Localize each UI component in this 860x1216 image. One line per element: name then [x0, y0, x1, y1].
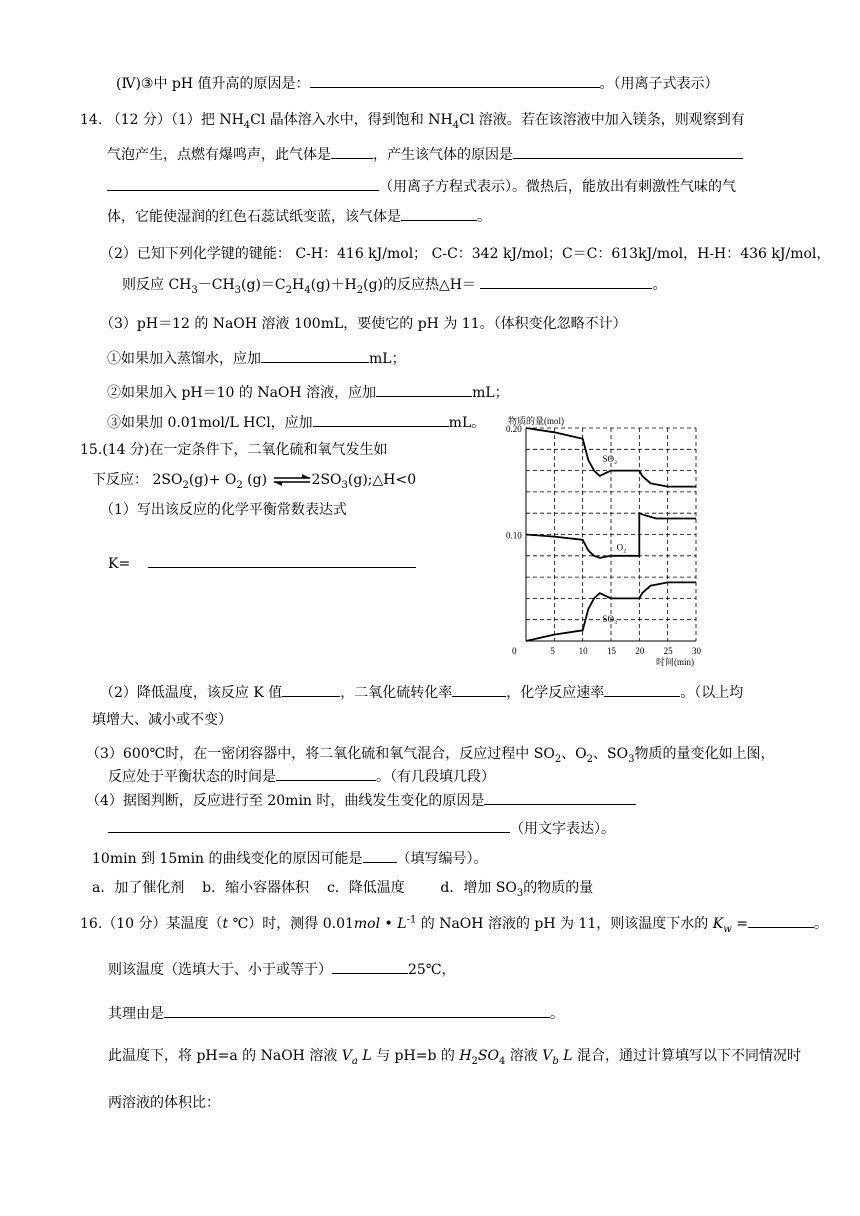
answer-blank[interactable]	[276, 766, 376, 781]
text-line: ②如果加入 pH＝10 的 NaOH 溶液，应加 mL；	[107, 382, 509, 403]
answer-blank[interactable]	[604, 682, 680, 697]
reaction-equation: 下反应： $2SO_2(g)+ O_2$ (g) $2SO_3(g);\triangle H<0$	[92, 472, 417, 491]
series-label: SO₃	[602, 613, 618, 624]
series-label: SO₂	[602, 454, 618, 465]
answer-blank[interactable]	[484, 790, 636, 805]
text-line: 反应处于平衡状态的时间是 。（有几段填几段）	[108, 766, 495, 787]
text-line: 则该温度（选填大于、小于或等于） 25℃，	[108, 959, 455, 980]
answer-blank[interactable]	[310, 73, 600, 88]
text-line: （3）600℃时，在一密闭容器中，将二氧化硫和氧气混合，反应过程中 $SO_2$、$O_2$、$SO_3$物质的量变化如上图，	[86, 746, 775, 765]
text-line: (Ⅳ)③中 pH 值升高的原因是： 。（用离子式表示）	[116, 73, 719, 94]
amount-vs-time-chart	[504, 412, 710, 670]
question-16: 16.（10 分）某温度（t ℃）时，测得 0.01mol • $L^{-1}$ 的 NaOH 溶液的 pH 为 11，则该温度下水的 $K_w$ = 。	[80, 914, 828, 935]
text-line: （2）已知下列化学键的键能： C-H：416 kJ/mol； C-C：342 kJ/mol；C＝C：613kJ/mol，H-H：436 kJ/mol，	[100, 246, 831, 262]
answer-blank[interactable]	[148, 553, 416, 568]
option-a: a．加了催化剂	[92, 880, 185, 896]
text-line: 体，它能使湿润的红色石蕊试纸变蓝，该气体是 。	[107, 206, 491, 227]
answer-blank[interactable]	[261, 348, 369, 363]
option-b: b．缩小容器体积	[202, 880, 310, 896]
x-tick-label: 10	[578, 646, 588, 656]
text-line: 填增大、减小或不变）	[92, 712, 232, 728]
text-line: 则反应 $CH_3-CH_3(g)=C_2H_4(g)+H_2(g)$的反应热△H＝ 。	[122, 274, 666, 295]
y-axis-label: 物质的量(mol)	[508, 416, 564, 426]
x-tick-label: 20	[635, 646, 645, 656]
text-line: 其理由是 。	[108, 1003, 564, 1024]
answer-blank[interactable]	[331, 144, 373, 159]
x-tick-label: 0	[512, 646, 517, 656]
text-line: （用离子方程式表示）。微热后，能放出有刺激性气味的气	[107, 176, 736, 197]
text-line: ①如果加入蒸馏水，应加 mL；	[107, 348, 406, 369]
answer-blank[interactable]	[480, 274, 652, 289]
question-15: 15.(14 分)在一定条件下，二氧化硫和氧气发生如	[80, 442, 388, 458]
equilibrium-arrow-icon	[272, 473, 312, 487]
y-tick-label: 0.20	[506, 424, 522, 434]
x-tick-label: 25	[663, 646, 673, 656]
text-line: 此温度下，将 pH=a 的 NaOH 溶液 $V_a$ L 与 pH=b 的 $H_2SO_4$ 溶液 $V_b$ L 混合，通过计算填写以下不同情况时	[108, 1048, 801, 1067]
answer-blank[interactable]	[108, 818, 510, 833]
answer-blank[interactable]	[107, 176, 379, 191]
answer-blank[interactable]	[363, 848, 397, 863]
answer-blank[interactable]	[332, 959, 408, 974]
answer-blank[interactable]	[282, 682, 340, 697]
x-axis-label: 时间(min)	[656, 657, 694, 667]
text-line: （4）据图判断，反应进行至 20min 时，曲线发生变化的原因是	[86, 790, 636, 811]
question-14: 14. （12 分）（1）把 $NH_4Cl$ 晶体溶入水中，得到饱和 $NH_4Cl$ 溶液。若在该溶液中加入镁条，则观察到有	[80, 112, 745, 131]
text-line: 10min 到 15min 的曲线变化的原因可能是 （填写编号）。	[92, 848, 488, 869]
text-line: （用文字表达）。	[108, 818, 615, 839]
answer-blank[interactable]	[452, 682, 506, 697]
answer-blank[interactable]	[313, 412, 449, 427]
answer-blank[interactable]	[748, 913, 814, 928]
answer-blank[interactable]	[376, 382, 472, 397]
text-line: （1）写出该反应的化学平衡常数表达式	[100, 502, 347, 518]
option-c: c．降低温度	[326, 880, 405, 896]
x-tick-label: 15	[607, 646, 616, 656]
text-line: （2）降低温度，该反应 K 值 ，二氧化硫转化率 ，化学反应速率 。（以上均	[100, 682, 743, 703]
option-d: d．增加 $SO_3$的物质的量	[440, 880, 594, 899]
x-tick-label: 30	[692, 646, 701, 656]
text-line: 气泡产生，点燃有爆鸣声，此气体是 ，产生该气体的原因是	[107, 144, 743, 165]
answer-blank[interactable]	[513, 144, 743, 159]
y-tick-label: 0.10	[506, 530, 522, 541]
text-line: ③如果加 0.01mol/L HCl，应加 mL。	[107, 412, 485, 433]
answer-blank[interactable]	[401, 206, 477, 221]
answer-blank[interactable]	[164, 1003, 550, 1018]
text-line: K=	[108, 553, 416, 574]
options-row	[92, 878, 593, 898]
text-line: （3）pH＝12 的 NaOH 溶液 100mL，要使它的 pH 为 11。（体积变化忽略不计）	[100, 316, 627, 332]
series-label: O₂	[616, 542, 627, 553]
text-line: 两溶液的体积比：	[108, 1095, 220, 1111]
x-tick-label: 5	[550, 646, 555, 656]
